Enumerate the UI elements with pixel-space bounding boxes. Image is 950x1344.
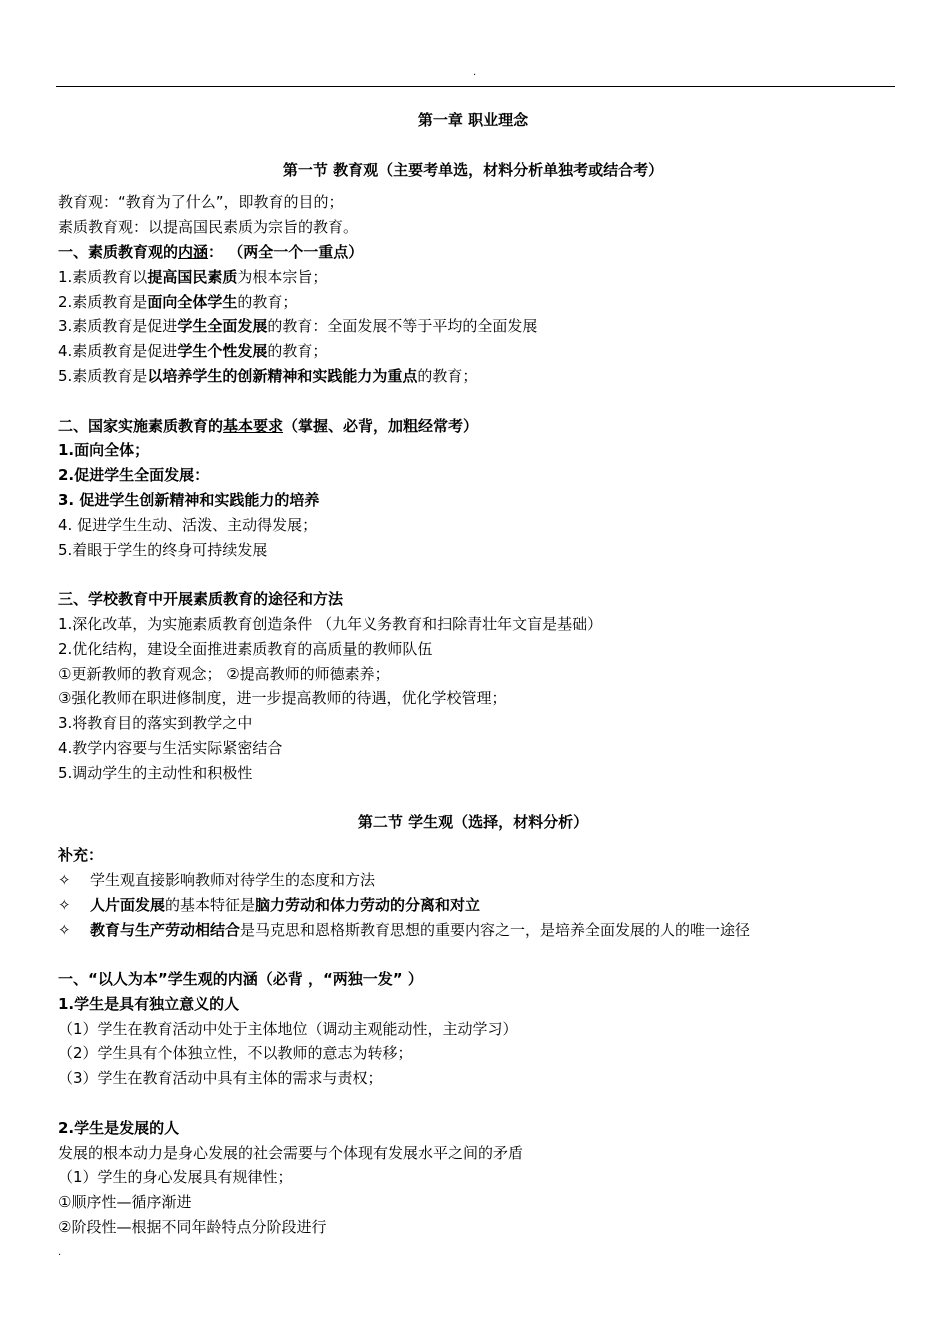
list-item: 1.深化改革，为实施素质教育创造条件 （九年义务教育和扫除青壮年文盲是基础） [58,614,603,633]
chapter-title: 第一章 职业理念 [417,111,529,129]
subheading: 2.学生是发展的人 [58,1118,180,1137]
list-item: （1）学生的身心发展具有规律性； [58,1168,293,1187]
subheading: 1.学生是具有独立意义的人 [58,994,240,1013]
list-item: 1.素质教育以提高国民素质为根本宗旨； [58,267,328,286]
header-mark: . [473,67,477,78]
definition-line: 教育观：“教育为了什么”，即教育的目的； [58,193,344,212]
list-item: ③强化教师在职进修制度，进一步提高教师的待遇，优化学校管理； [58,689,507,708]
list-item: 4. 促进学生生动、活泼、主动得发展； [58,515,318,534]
section-2-title: 第二节 学生观（选择，材料分析） [357,813,589,832]
diamond-bullet-icon: ✧ [58,920,71,939]
diamond-bullet-icon: ✧ [58,895,71,914]
list-item: 3.素质教育是促进学生全面发展的教育：全面发展不等于平均的全面发展 [58,317,538,336]
bullet-item: ✧ 学生观直接影响教师对待学生的态度和方法 [58,868,888,893]
list-item: 3. 促进学生创新精神和实践能力的培养 [58,490,320,509]
document-body [58,108,888,1240]
list-item: 2.优化结构，建设全面推进素质教育的高质量的教师队伍 [58,639,433,658]
list-item: ②阶段性—根据不同年龄特点分阶段进行 [58,1218,327,1237]
list-item: 5.调动学生的主动性和积极性 [58,763,253,782]
list-item: 1.面向全体； [58,441,150,460]
list-item: 4.教学内容要与生活实际紧密结合 [58,738,283,757]
heading-methods: 三、学校教育中开展素质教育的途径和方法 [58,590,344,609]
list-item: （1）学生在教育活动中处于主体地位（调动主观能动性，主动学习） [58,1019,518,1038]
definition-line: 素质教育观：以提高国民素质为宗旨的教育。 [58,218,359,237]
list-item: 5.着眼于学生的终身可持续发展 [58,540,268,559]
list-item: ①更新教师的教育观念； ②提高教师的师德素养； [58,664,390,683]
bullet-item: ✧ 人片面发展的基本特征是脑力劳动和体力劳动的分离和对立 [58,893,888,918]
footer-mark: . [58,1247,62,1258]
heading-people-oriented: 一、“以人为本”学生观的内涵（必背 ，“两独一发” ） [58,970,423,989]
bullet-item: ✧ 教育与生产劳动相结合是马克思和恩格斯教育思想的重要内容之一，是培养全面发展的人的唯一途径 [58,918,888,943]
list-item: ①顺序性—循序渐进 [58,1193,192,1212]
section-1-title: 第一节 教育观（主要考单选，材料分析单独考或结合考） [282,160,664,179]
list-item: 5.素质教育是以培养学生的创新精神和实践能力为重点的教育； [58,366,478,385]
list-item: （3）学生在教育活动中具有主体的需求与责权； [58,1069,383,1088]
list-item: 发展的根本动力是身心发展的社会需要与个体现有发展水平之间的矛盾 [58,1143,524,1162]
heading-basic-requirements: 二、国家实施素质教育的基本要求（掌握、必背，加粗经常考） [58,416,479,435]
supplement-label: 补充： [58,846,104,865]
list-item: 2.促进学生全面发展： [58,466,210,485]
diamond-bullet-icon: ✧ [58,870,71,889]
header-rule [56,86,895,87]
heading-connotation: 一、素质教育观的内涵： （两全一个一重点） [58,242,364,261]
list-item: 3.将教育目的落实到教学之中 [58,714,253,733]
list-item: （2）学生具有个体独立性，不以教师的意志为转移； [58,1044,413,1063]
list-item: 2.素质教育是面向全体学生的教育； [58,292,298,311]
list-item: 4.素质教育是促进学生个性发展的教育； [58,342,328,361]
